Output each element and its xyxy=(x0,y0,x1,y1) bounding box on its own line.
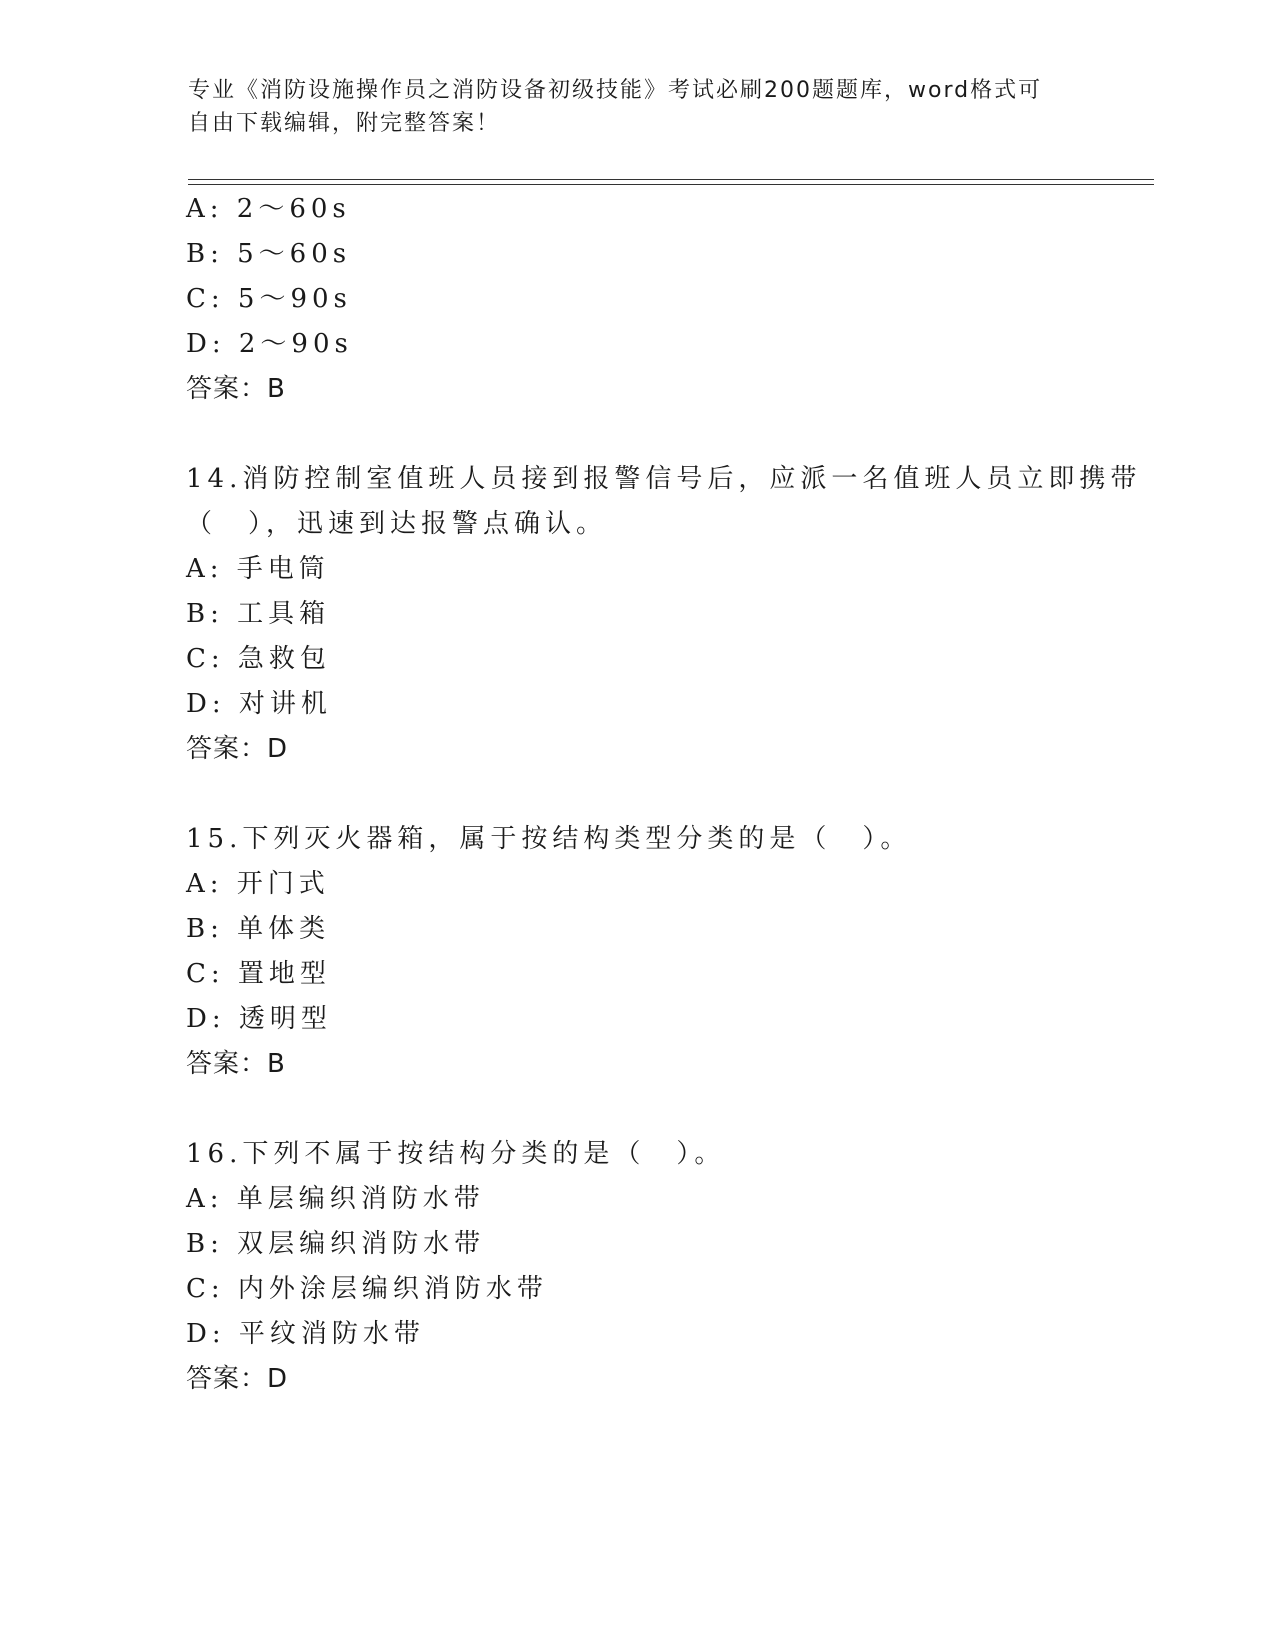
q14-option-d: D: 对讲机 xyxy=(186,689,332,719)
q13-option-d: D: 2～90s xyxy=(186,329,353,359)
q16-option-c: C: 内外涂层编织消防水带 xyxy=(186,1274,548,1304)
q13-option-a: A: 2～60s xyxy=(186,194,351,224)
header-line-1: 专业《消防设施操作员之消防设备初级技能》考试必刷200题题库，word格式可 xyxy=(188,78,1043,103)
q16-answer: 答案：D xyxy=(186,1364,289,1394)
header-divider-bottom xyxy=(188,184,1154,185)
q14-stem-line-1: 14.消防控制室值班人员接到报警信号后，应派一名值班人员立即携带 xyxy=(186,464,1142,494)
q15-option-d: D: 透明型 xyxy=(186,1004,332,1034)
header-line-2: 自由下载编辑，附完整答案！ xyxy=(188,111,501,136)
q13-answer: 答案：B xyxy=(186,374,286,404)
q15-stem: 15.下列灭火器箱，属于按结构类型分类的是（ ）。 xyxy=(186,824,912,854)
q16-stem: 16.下列不属于按结构分类的是（ ）。 xyxy=(186,1139,726,1169)
q14-option-a: A: 手电筒 xyxy=(186,554,330,584)
header-divider-top xyxy=(188,179,1154,180)
q14-answer: 答案：D xyxy=(186,734,289,764)
document-header xyxy=(188,74,1088,140)
q16-option-d: D: 平纹消防水带 xyxy=(186,1319,425,1349)
q15-option-c: C: 置地型 xyxy=(186,959,331,989)
q14-option-b: B: 工具箱 xyxy=(186,599,331,629)
q16-option-b: B: 双层编织消防水带 xyxy=(186,1229,486,1259)
q15-option-a: A: 开门式 xyxy=(186,869,330,899)
q13-option-b: B: 5～60s xyxy=(186,239,352,269)
q16-option-a: A: 单层编织消防水带 xyxy=(186,1184,485,1214)
q15-answer: 答案：B xyxy=(186,1049,286,1079)
q13-option-c: C: 5～90s xyxy=(186,284,352,314)
q15-option-b: B: 单体类 xyxy=(186,914,331,944)
q14-option-c: C: 急救包 xyxy=(186,644,331,674)
q14-stem-line-2: （ ），迅速到达报警点确认。 xyxy=(186,509,608,539)
